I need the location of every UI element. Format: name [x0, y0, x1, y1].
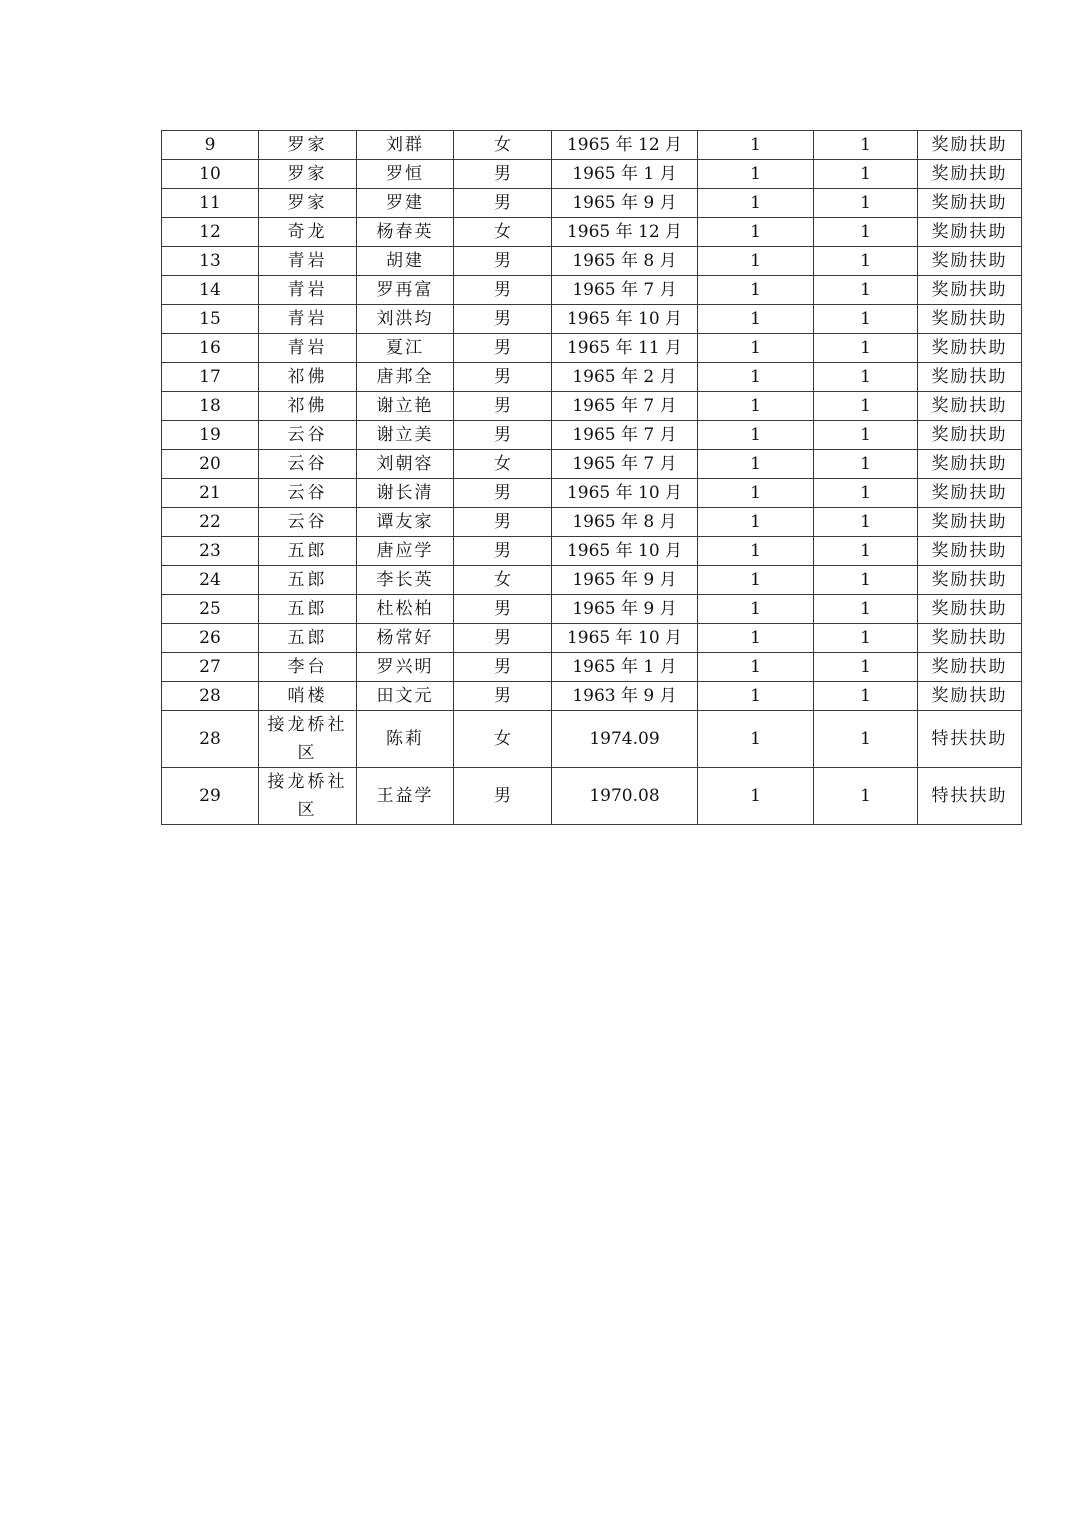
- cell-count-b: 1: [814, 479, 918, 508]
- cell-serial-number: 25: [162, 595, 259, 624]
- cell-gender: 女: [454, 131, 552, 160]
- cell-count-b: 1: [814, 624, 918, 653]
- table-row: [162, 768, 1022, 825]
- cell-birth-date: 1974.09: [552, 711, 698, 768]
- cell-birth-date: 1965 年 9 月: [552, 566, 698, 595]
- table-row: [162, 595, 1022, 624]
- cell-count-a: 1: [698, 334, 814, 363]
- cell-person-name: 唐应学: [357, 537, 454, 566]
- cell-birth-date: 1965 年 10 月: [552, 479, 698, 508]
- cell-support-type: 奖励扶助: [918, 566, 1022, 595]
- cell-count-a: 1: [698, 392, 814, 421]
- cell-village: 接龙桥社区: [259, 768, 357, 825]
- cell-serial-number: 21: [162, 479, 259, 508]
- table-row: [162, 392, 1022, 421]
- cell-person-name: 陈莉: [357, 711, 454, 768]
- cell-serial-number: 26: [162, 624, 259, 653]
- cell-support-type: 奖励扶助: [918, 682, 1022, 711]
- cell-serial-number: 28: [162, 711, 259, 768]
- cell-person-name: 罗恒: [357, 160, 454, 189]
- cell-count-b: 1: [814, 653, 918, 682]
- cell-village: 云谷: [259, 479, 357, 508]
- table-row: [162, 218, 1022, 247]
- cell-count-a: 1: [698, 624, 814, 653]
- cell-count-a: 1: [698, 131, 814, 160]
- cell-count-b: 1: [814, 595, 918, 624]
- cell-birth-date: 1965 年 7 月: [552, 450, 698, 479]
- cell-gender: 女: [454, 218, 552, 247]
- roster-body: [162, 131, 1022, 825]
- table-row: [162, 682, 1022, 711]
- cell-serial-number: 23: [162, 537, 259, 566]
- cell-village: 青岩: [259, 334, 357, 363]
- cell-person-name: 谭友家: [357, 508, 454, 537]
- cell-serial-number: 22: [162, 508, 259, 537]
- cell-count-b: 1: [814, 247, 918, 276]
- table-row: [162, 711, 1022, 768]
- cell-count-a: 1: [698, 479, 814, 508]
- cell-gender: 男: [454, 363, 552, 392]
- cell-person-name: 谢立艳: [357, 392, 454, 421]
- table-row: [162, 537, 1022, 566]
- cell-village: 接龙桥社区: [259, 711, 357, 768]
- cell-village: 李台: [259, 653, 357, 682]
- cell-support-type: 奖励扶助: [918, 305, 1022, 334]
- cell-birth-date: 1965 年 8 月: [552, 508, 698, 537]
- cell-person-name: 谢长清: [357, 479, 454, 508]
- cell-birth-date: 1965 年 8 月: [552, 247, 698, 276]
- cell-count-b: 1: [814, 711, 918, 768]
- cell-village: 罗家: [259, 189, 357, 218]
- cell-village: 祁佛: [259, 363, 357, 392]
- cell-gender: 男: [454, 624, 552, 653]
- cell-person-name: 胡建: [357, 247, 454, 276]
- cell-birth-date: 1965 年 9 月: [552, 189, 698, 218]
- cell-village: 五郎: [259, 595, 357, 624]
- cell-count-a: 1: [698, 276, 814, 305]
- cell-count-a: 1: [698, 247, 814, 276]
- cell-village: 五郎: [259, 566, 357, 595]
- table-row: [162, 131, 1022, 160]
- cell-count-b: 1: [814, 305, 918, 334]
- roster-table: [161, 130, 1022, 825]
- cell-serial-number: 17: [162, 363, 259, 392]
- cell-gender: 男: [454, 247, 552, 276]
- cell-birth-date: 1963 年 9 月: [552, 682, 698, 711]
- cell-village: 五郎: [259, 537, 357, 566]
- cell-village: 青岩: [259, 247, 357, 276]
- cell-serial-number: 29: [162, 768, 259, 825]
- cell-gender: 男: [454, 421, 552, 450]
- cell-count-b: 1: [814, 537, 918, 566]
- cell-birth-date: 1965 年 7 月: [552, 276, 698, 305]
- cell-village: 云谷: [259, 508, 357, 537]
- cell-count-b: 1: [814, 363, 918, 392]
- cell-person-name: 唐邦全: [357, 363, 454, 392]
- cell-gender: 男: [454, 595, 552, 624]
- cell-person-name: 罗兴明: [357, 653, 454, 682]
- cell-support-type: 奖励扶助: [918, 508, 1022, 537]
- cell-birth-date: 1965 年 7 月: [552, 421, 698, 450]
- cell-count-a: 1: [698, 682, 814, 711]
- table-row: [162, 363, 1022, 392]
- table-row: [162, 653, 1022, 682]
- cell-serial-number: 10: [162, 160, 259, 189]
- cell-person-name: 杨春英: [357, 218, 454, 247]
- cell-count-a: 1: [698, 595, 814, 624]
- cell-support-type: 奖励扶助: [918, 160, 1022, 189]
- cell-birth-date: 1965 年 1 月: [552, 653, 698, 682]
- cell-count-a: 1: [698, 189, 814, 218]
- cell-serial-number: 24: [162, 566, 259, 595]
- cell-gender: 男: [454, 305, 552, 334]
- cell-serial-number: 12: [162, 218, 259, 247]
- cell-gender: 男: [454, 768, 552, 825]
- cell-gender: 女: [454, 450, 552, 479]
- cell-support-type: 奖励扶助: [918, 247, 1022, 276]
- cell-person-name: 杜松柏: [357, 595, 454, 624]
- table-row: [162, 450, 1022, 479]
- cell-support-type: 奖励扶助: [918, 334, 1022, 363]
- cell-person-name: 刘朝容: [357, 450, 454, 479]
- cell-count-b: 1: [814, 334, 918, 363]
- cell-birth-date: 1965 年 7 月: [552, 392, 698, 421]
- cell-serial-number: 20: [162, 450, 259, 479]
- cell-person-name: 杨常好: [357, 624, 454, 653]
- cell-person-name: 罗建: [357, 189, 454, 218]
- cell-birth-date: 1965 年 10 月: [552, 624, 698, 653]
- cell-gender: 男: [454, 479, 552, 508]
- cell-support-type: 奖励扶助: [918, 595, 1022, 624]
- cell-support-type: 奖励扶助: [918, 131, 1022, 160]
- cell-support-type: 奖励扶助: [918, 392, 1022, 421]
- cell-support-type: 奖励扶助: [918, 450, 1022, 479]
- table-row: [162, 508, 1022, 537]
- cell-birth-date: 1965 年 9 月: [552, 595, 698, 624]
- cell-village: 青岩: [259, 276, 357, 305]
- cell-person-name: 刘群: [357, 131, 454, 160]
- cell-count-a: 1: [698, 421, 814, 450]
- table-row: [162, 276, 1022, 305]
- table-row: [162, 160, 1022, 189]
- cell-serial-number: 19: [162, 421, 259, 450]
- cell-gender: 男: [454, 682, 552, 711]
- cell-village: 罗家: [259, 160, 357, 189]
- cell-person-name: 田文元: [357, 682, 454, 711]
- cell-gender: 男: [454, 276, 552, 305]
- table-row: [162, 566, 1022, 595]
- cell-count-b: 1: [814, 218, 918, 247]
- table-row: [162, 189, 1022, 218]
- cell-count-b: 1: [814, 131, 918, 160]
- table-row: [162, 247, 1022, 276]
- cell-support-type: 奖励扶助: [918, 276, 1022, 305]
- table-row: [162, 305, 1022, 334]
- table-row: [162, 334, 1022, 363]
- cell-serial-number: 16: [162, 334, 259, 363]
- cell-birth-date: 1965 年 1 月: [552, 160, 698, 189]
- cell-gender: 男: [454, 653, 552, 682]
- cell-support-type: 奖励扶助: [918, 189, 1022, 218]
- cell-person-name: 罗再富: [357, 276, 454, 305]
- cell-gender: 男: [454, 392, 552, 421]
- cell-gender: 男: [454, 334, 552, 363]
- cell-support-type: 特扶扶助: [918, 711, 1022, 768]
- cell-count-a: 1: [698, 537, 814, 566]
- cell-support-type: 奖励扶助: [918, 218, 1022, 247]
- cell-village: 青岩: [259, 305, 357, 334]
- cell-serial-number: 18: [162, 392, 259, 421]
- table-row: [162, 624, 1022, 653]
- cell-birth-date: 1965 年 2 月: [552, 363, 698, 392]
- table-row: [162, 479, 1022, 508]
- cell-gender: 女: [454, 711, 552, 768]
- cell-birth-date: 1965 年 12 月: [552, 131, 698, 160]
- cell-birth-date: 1965 年 10 月: [552, 305, 698, 334]
- cell-serial-number: 14: [162, 276, 259, 305]
- cell-count-b: 1: [814, 421, 918, 450]
- cell-count-a: 1: [698, 450, 814, 479]
- cell-count-a: 1: [698, 160, 814, 189]
- cell-person-name: 夏江: [357, 334, 454, 363]
- cell-count-b: 1: [814, 189, 918, 218]
- cell-serial-number: 15: [162, 305, 259, 334]
- cell-support-type: 特扶扶助: [918, 768, 1022, 825]
- cell-count-a: 1: [698, 508, 814, 537]
- cell-count-a: 1: [698, 653, 814, 682]
- cell-serial-number: 11: [162, 189, 259, 218]
- cell-count-a: 1: [698, 363, 814, 392]
- cell-gender: 男: [454, 508, 552, 537]
- cell-birth-date: 1970.08: [552, 768, 698, 825]
- cell-support-type: 奖励扶助: [918, 537, 1022, 566]
- cell-support-type: 奖励扶助: [918, 421, 1022, 450]
- cell-birth-date: 1965 年 10 月: [552, 537, 698, 566]
- cell-person-name: 李长英: [357, 566, 454, 595]
- cell-count-b: 1: [814, 160, 918, 189]
- cell-count-b: 1: [814, 508, 918, 537]
- cell-count-a: 1: [698, 218, 814, 247]
- cell-village: 云谷: [259, 450, 357, 479]
- cell-serial-number: 13: [162, 247, 259, 276]
- cell-person-name: 刘洪均: [357, 305, 454, 334]
- cell-village: 云谷: [259, 421, 357, 450]
- cell-serial-number: 27: [162, 653, 259, 682]
- cell-support-type: 奖励扶助: [918, 363, 1022, 392]
- cell-serial-number: 9: [162, 131, 259, 160]
- cell-count-a: 1: [698, 305, 814, 334]
- cell-person-name: 谢立美: [357, 421, 454, 450]
- cell-gender: 男: [454, 160, 552, 189]
- cell-support-type: 奖励扶助: [918, 479, 1022, 508]
- cell-gender: 男: [454, 537, 552, 566]
- cell-support-type: 奖励扶助: [918, 653, 1022, 682]
- cell-count-a: 1: [698, 768, 814, 825]
- cell-birth-date: 1965 年 12 月: [552, 218, 698, 247]
- cell-village: 奇龙: [259, 218, 357, 247]
- cell-serial-number: 28: [162, 682, 259, 711]
- cell-birth-date: 1965 年 11 月: [552, 334, 698, 363]
- cell-village: 罗家: [259, 131, 357, 160]
- cell-village: 五郎: [259, 624, 357, 653]
- cell-count-b: 1: [814, 276, 918, 305]
- cell-gender: 男: [454, 189, 552, 218]
- cell-village: 哨楼: [259, 682, 357, 711]
- cell-count-a: 1: [698, 711, 814, 768]
- cell-count-b: 1: [814, 682, 918, 711]
- table-row: [162, 421, 1022, 450]
- cell-gender: 女: [454, 566, 552, 595]
- cell-person-name: 王益学: [357, 768, 454, 825]
- cell-village: 祁佛: [259, 392, 357, 421]
- cell-count-b: 1: [814, 450, 918, 479]
- cell-count-b: 1: [814, 566, 918, 595]
- cell-count-a: 1: [698, 566, 814, 595]
- cell-count-b: 1: [814, 392, 918, 421]
- cell-count-b: 1: [814, 768, 918, 825]
- cell-support-type: 奖励扶助: [918, 624, 1022, 653]
